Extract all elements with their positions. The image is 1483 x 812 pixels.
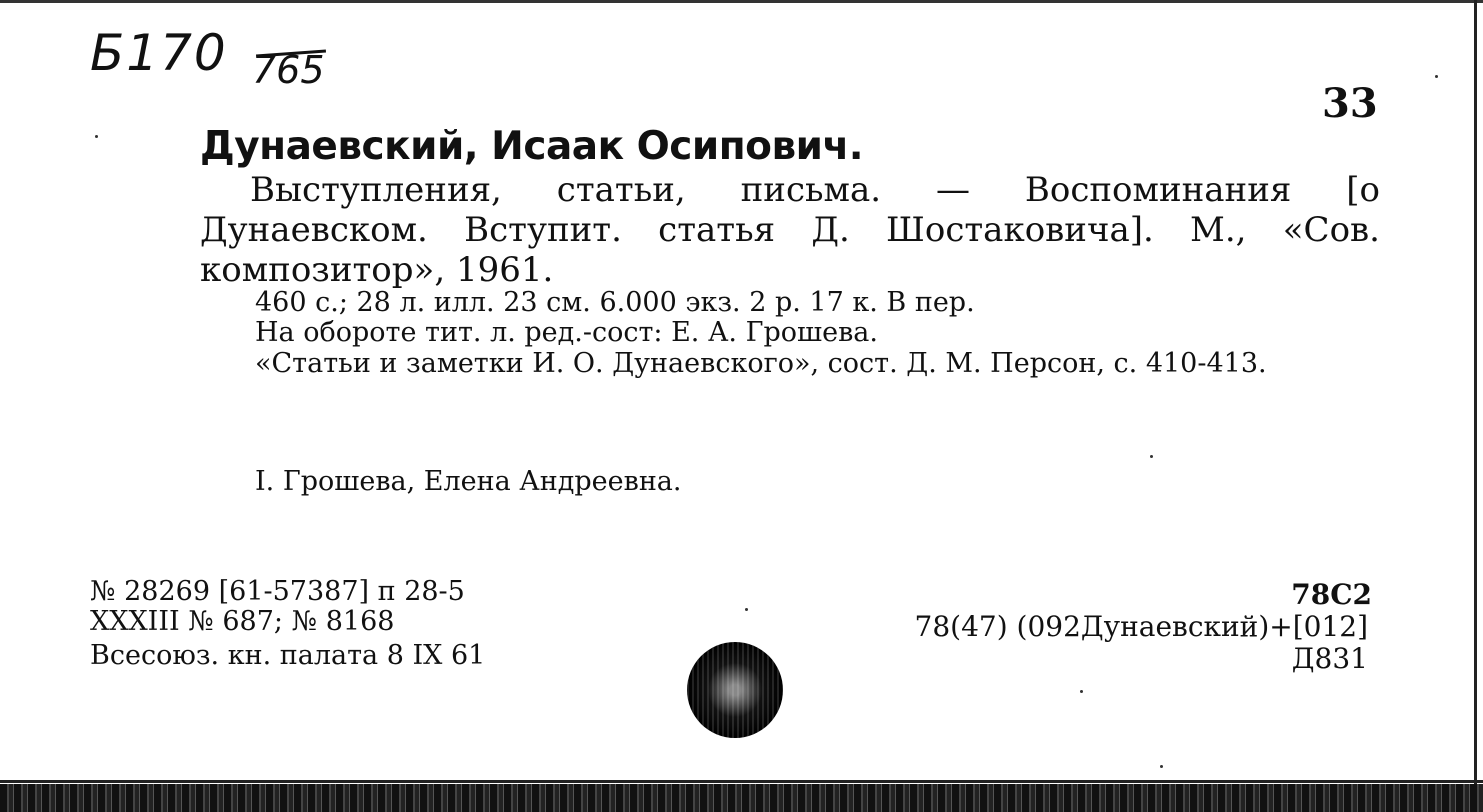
handwritten-shelf-mark: 765 xyxy=(252,48,325,92)
author-heading: Дунаевский, Исаак Осипович. xyxy=(200,124,864,169)
scan-speck xyxy=(95,135,98,138)
author-mark: Д831 xyxy=(1291,642,1368,675)
card-bottom-edge xyxy=(0,780,1483,783)
added-entry-tracing: I. Грошева, Елена Андреевна. xyxy=(255,466,682,497)
physical-description: 460 с.; 28 л. илл. 23 см. 6.000 экз. 2 р. 17 к. В пер. xyxy=(255,287,975,318)
classification-code: 78С2 xyxy=(1291,578,1372,611)
scan-bottom-band xyxy=(0,784,1483,812)
handwritten-inventory-number: Б170 xyxy=(90,24,228,82)
title-statement: Выступления, статьи, письма. — Воспоминания [о Дунаевском. Вступит. статья Д. Шостаковича]. М., «Сов. композитор», 1961. xyxy=(200,170,1380,290)
editor-note: На обороте тит. л. ред.-сост: Е. А. Грошева. xyxy=(255,317,878,348)
card-top-edge xyxy=(0,0,1483,3)
scan-speck xyxy=(1435,75,1438,78)
imprint-line-1: № 28269 [61-57387] п 28-5 xyxy=(90,576,465,607)
imprint-line-2: XXXIII № 687; № 8168 xyxy=(90,606,395,637)
card-punch-hole xyxy=(687,642,783,738)
contents-note: «Статьи и заметки И. О. Дунаевского», сост. Д. М. Персон, с. 410-413. xyxy=(255,348,1267,379)
card-number: 33 xyxy=(1322,80,1378,127)
scan-speck xyxy=(1150,455,1153,458)
imprint-line-3: Всесоюз. кн. палата 8 IX 61 xyxy=(90,640,486,671)
scan-speck xyxy=(1080,690,1083,693)
udc-index: 78(47) (092Дунаевский)+[012] xyxy=(914,610,1368,643)
scan-speck xyxy=(745,608,748,611)
card-right-edge xyxy=(1474,0,1477,785)
scan-speck xyxy=(1160,765,1163,768)
